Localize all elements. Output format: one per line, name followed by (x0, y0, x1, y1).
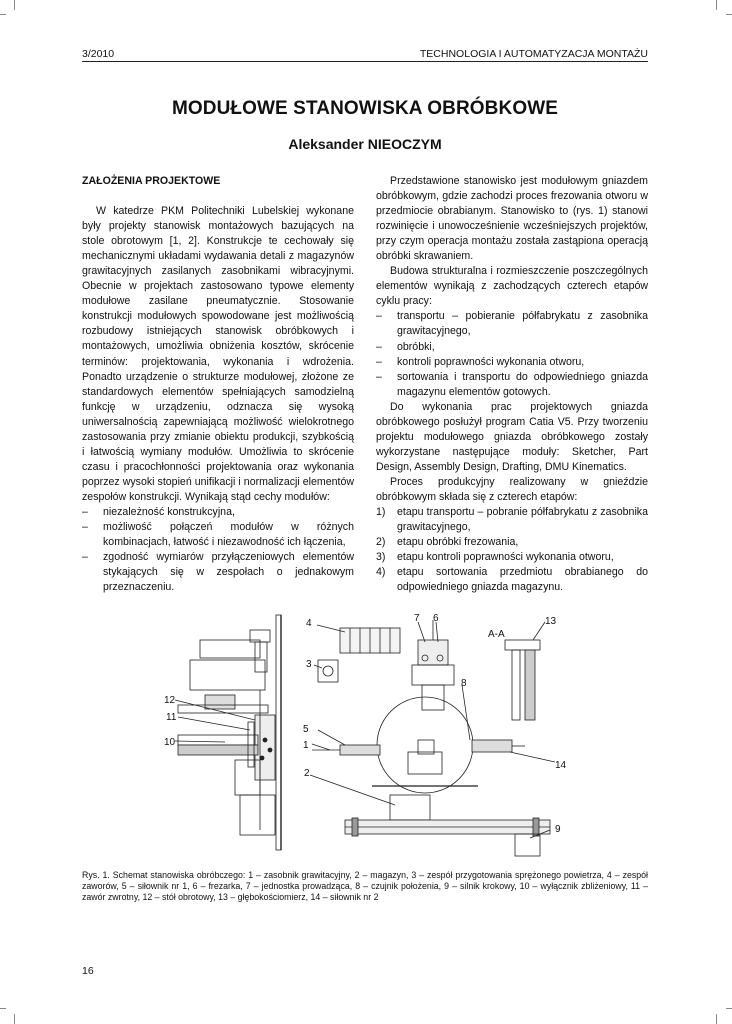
callout-14: 14 (555, 760, 567, 771)
callout-6: 6 (433, 613, 439, 624)
process-stage-list (376, 505, 648, 595)
crop-mark (726, 14, 732, 15)
list-item: – transportu – pobieranie półfabrykatu z zasobnika grawitacyjnego, (376, 310, 648, 338)
callout-10: 10 (164, 737, 176, 748)
bullet-mark: – (82, 521, 88, 534)
list-item: – możliwość połączeń modułów w różnych kombinacjach, łatwość i niezawodność ich łączenia, (82, 521, 354, 549)
body-paragraph: Budowa strukturalna i rozmieszczenie poszczególnych elementów wynikają z zachodzących czterech etapów cyklu pracy: (376, 265, 648, 308)
left-column (82, 174, 354, 595)
body-paragraph: Przedstawione stanowisko jest modułowym gniazdem obróbkowym, gdzie zachodzi proces frezowania otworu w przedmiocie obrabianym. Stanowisko to (rys. 1) stanowi rozwinięcie i unowocześnienie wcześniejszych projektów, przy czym operacja montażu została zastąpiona operacją obróbki skrawaniem. (376, 175, 648, 263)
crop-mark (14, 0, 15, 10)
list-item: – kontroli poprawności wykonania otworu, (376, 355, 648, 370)
item-number: 1) (376, 506, 386, 519)
list-item: 1) etapu transportu – pobranie półfabrykatu z zasobnika grawitacyjnego, (376, 506, 648, 534)
callout-12: 12 (164, 695, 176, 706)
callout-4: 4 (306, 618, 312, 629)
leader-lines (175, 622, 555, 838)
cycle-stage-list (376, 309, 648, 399)
crop-mark (0, 14, 6, 15)
body-paragraph: Proces produkcyjny realizowany w gnieździe obróbkowym składa się z czterech etapów: (376, 475, 648, 503)
bullet-mark: – (82, 551, 88, 564)
list-item: – obróbki, (376, 340, 648, 355)
running-header (82, 48, 648, 62)
journal-name: TECHNOLOGIA I AUTOMATYZACJA MONTAŻU (419, 48, 648, 60)
crop-mark (14, 1014, 15, 1024)
item-number: 2) (376, 536, 386, 549)
callout-11: 11 (166, 712, 177, 723)
crop-mark (716, 1014, 717, 1024)
item-number: 3) (376, 551, 386, 564)
callout-2: 2 (304, 768, 310, 779)
magazine-rail-drawing (345, 795, 550, 856)
list-item: – zgodność wymiarów przyłączeniowych elementów stykających się w zespołach o jednakowym przeznaczeniu. (82, 551, 354, 594)
issue-number: 3/2010 (82, 48, 115, 60)
callout-3: 3 (306, 659, 312, 670)
list-item: 3) etapu kontroli poprawności wykonania otworu, (376, 550, 648, 565)
list-item: 2) etapu obróbki frezowania, (376, 535, 648, 550)
feature-list (82, 505, 354, 595)
list-item: 4) etapu sortowania przedmiotu obrabianego do odpowiedniego gniazda magazynu. (376, 566, 648, 594)
callout-13: 13 (545, 616, 557, 627)
station-schematic-figure (150, 605, 580, 863)
side-view-drawing (178, 615, 281, 850)
section-label: A-A (488, 629, 505, 640)
list-item: – niezależność konstrukcyjna, (82, 505, 354, 520)
bullet-mark: – (82, 505, 88, 518)
callout-1: 1 (303, 740, 309, 751)
crop-mark (716, 0, 717, 10)
bullet-mark: – (376, 355, 382, 368)
item-number: 4) (376, 566, 386, 579)
valve-block-drawing (318, 628, 400, 682)
callout-7: 7 (414, 613, 420, 624)
figure-caption: Rys. 1. Schemat stanowiska obróbczego: 1 – zasobnik grawitacyjny, 2 – magazyn, 3 – zespół przygotowania sprężonego powietrza, 4 – zespół zaworów, 5 – siłownik nr 1, 6 – frezarka, 7 – jednostka prowadząca, 8 – czujnik położenia, 9 – silnik krokowy, 10 – wyłącznik zbliżeniowy, 11 – zawór zwrotny, 12 – stół obrotowy, 13 – głębokościomierz, 14 – siłownik nr 2 (82, 870, 648, 902)
section-heading: ZAŁOŻENIA PROJEKTOWE (82, 175, 221, 187)
right-column (376, 174, 648, 595)
callout-9: 9 (555, 824, 561, 835)
bullet-mark: – (376, 340, 382, 353)
body-paragraph: W katedrze PKM Politechniki Lubelskiej wykonane były projekty stanowisk montażowych bazujących na stole obrotowym [1, 2]. Konstrukcje te cechowały się mechanicznymi układami wydawania detali z magazynów grawitacyjnych zasilanych zasobnikami wibracyjnymi. Obecnie w projektach zastosowano typowe elementy modułowe zasilane pneumatycznie. Stosowanie konstrukcji modułowych spowodowane jest możliwością rozbudowy istniejących stanowisk obróbkowych i montażowych, umożliwia obniżenia kosztów, skrócenie terminów: projektowania, wykonania i wdrożenia. Ponadto urządzenie o strukturze modułowej, złożone ze standardowych elementów spełniających samodzielną funkcję w urządzeniu, odznacza się wysoką uniwersalnością zapewniającą możliwość wielokrotnego zastosowania przy zmianie obiektu produkcji, szybkością i łatwością wymiany modułów. Umożliwia to skrócenie czasu i pracochłonności projektowania oraz wykonania poprzez wysoki stopień unifikacji i normalizacji elementów zespołów konstrukcji. Wynikają stąd cechy modułów: (82, 205, 354, 503)
callout-8: 8 (461, 678, 467, 689)
list-item: – sortowania i transportu do odpowiedniego gniazda magazynu elementów gotowych. (376, 370, 648, 398)
callout-5: 5 (303, 724, 309, 735)
bullet-mark: – (376, 310, 382, 323)
article-title: MODUŁOWE STANOWISKA OBRÓBKOWE (171, 98, 559, 119)
body-paragraph: Do wykonania prac projektowych gniazda obróbkowego posłużył program Catia V5. Przy tworzeniu projektu modułowego gniazda obróbkowego zostały wykorzystane następujące moduły: Sketcher, Part Design, Assembly Design, Drafting, DMU Kinematics. (376, 400, 648, 473)
milling-unit-drawing (412, 620, 454, 710)
rotary-table-drawing (312, 697, 525, 793)
crop-mark (726, 1008, 732, 1009)
crop-mark (0, 1008, 6, 1009)
bullet-mark: – (376, 370, 382, 383)
section-aa-drawing (505, 640, 540, 720)
article-author: Aleksander NIEOCZYM (288, 136, 442, 152)
page-number: 16 (82, 965, 94, 977)
